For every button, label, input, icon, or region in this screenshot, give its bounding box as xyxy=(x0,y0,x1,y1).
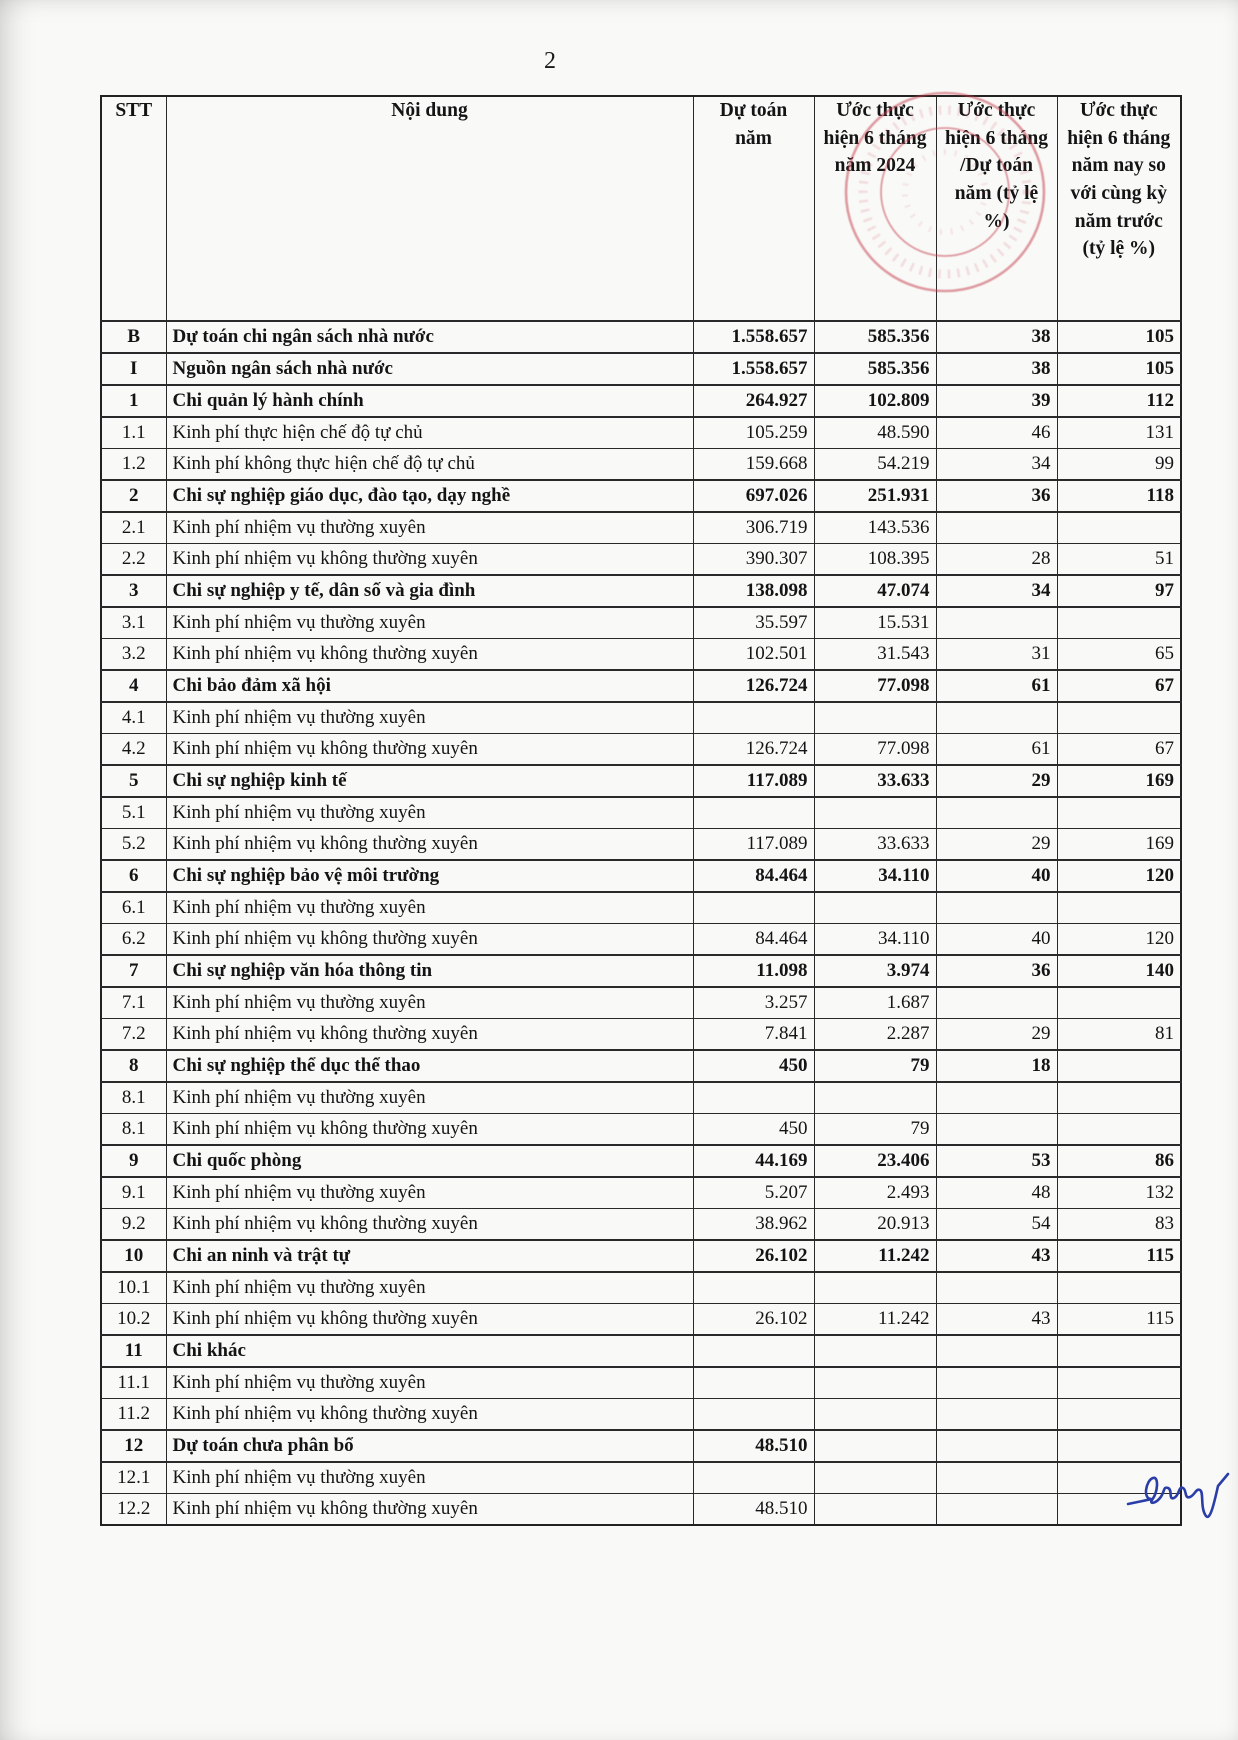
cell-value xyxy=(936,1082,1057,1114)
table-row xyxy=(101,1272,1181,1304)
table-row xyxy=(101,1082,1181,1114)
row-label: Kinh phí nhiệm vụ không thường xuyên xyxy=(166,924,693,956)
cell-value: 61 xyxy=(936,670,1057,702)
row-stt: 8.1 xyxy=(101,1082,166,1114)
cell-value: 86 xyxy=(1057,1145,1181,1177)
cell-value xyxy=(936,512,1057,544)
column-header: Ước thực hiện 6 tháng năm 2024 xyxy=(814,96,936,321)
table-row xyxy=(101,575,1181,607)
cell-value: 11.242 xyxy=(814,1304,936,1336)
cell-value: 102.501 xyxy=(693,639,814,671)
cell-value: 23.406 xyxy=(814,1145,936,1177)
cell-value: 169 xyxy=(1057,829,1181,861)
row-label: Kinh phí nhiệm vụ không thường xuyên xyxy=(166,1399,693,1431)
table-row xyxy=(101,353,1181,385)
table-row xyxy=(101,321,1181,353)
row-stt: 8 xyxy=(101,1050,166,1082)
row-stt: 11 xyxy=(101,1335,166,1367)
row-label: Kinh phí nhiệm vụ không thường xuyên xyxy=(166,1304,693,1336)
cell-value: 34.110 xyxy=(814,924,936,956)
row-stt: 11.2 xyxy=(101,1399,166,1431)
header-row xyxy=(101,96,1181,321)
row-label: Kinh phí nhiệm vụ không thường xuyên xyxy=(166,1494,693,1526)
row-label: Chi sự nghiệp thể dục thể thao xyxy=(166,1050,693,1082)
cell-value: 28 xyxy=(936,544,1057,576)
row-stt: 7.1 xyxy=(101,987,166,1019)
row-label: Kinh phí nhiệm vụ không thường xuyên xyxy=(166,1019,693,1051)
column-header: Ước thực hiện 6 tháng năm nay so với cùng kỳ năm trước (tỷ lệ %) xyxy=(1057,96,1181,321)
row-label: Kinh phí nhiệm vụ không thường xuyên xyxy=(166,544,693,576)
cell-value xyxy=(1057,1082,1181,1114)
cell-value xyxy=(814,1335,936,1367)
cell-value xyxy=(814,1082,936,1114)
cell-value xyxy=(936,1494,1057,1526)
row-stt: 5 xyxy=(101,765,166,797)
row-stt: 7.2 xyxy=(101,1019,166,1051)
cell-value xyxy=(814,892,936,924)
cell-value xyxy=(936,702,1057,734)
cell-value xyxy=(814,1430,936,1462)
table-row xyxy=(101,1050,1181,1082)
row-label: Kinh phí không thực hiện chế độ tự chủ xyxy=(166,449,693,481)
cell-value: 390.307 xyxy=(693,544,814,576)
cell-value: 40 xyxy=(936,924,1057,956)
row-stt: 9.2 xyxy=(101,1209,166,1241)
cell-value xyxy=(936,1399,1057,1431)
table-row xyxy=(101,1209,1181,1241)
cell-value xyxy=(814,1399,936,1431)
cell-value xyxy=(1057,1272,1181,1304)
row-label: Kinh phí nhiệm vụ không thường xuyên xyxy=(166,829,693,861)
row-label: Kinh phí nhiệm vụ thường xuyên xyxy=(166,607,693,639)
cell-value xyxy=(814,1462,936,1494)
cell-value: 47.074 xyxy=(814,575,936,607)
cell-value xyxy=(1057,1399,1181,1431)
cell-value xyxy=(814,1272,936,1304)
cell-value: 54.219 xyxy=(814,449,936,481)
cell-value: 3.257 xyxy=(693,987,814,1019)
table-row xyxy=(101,955,1181,987)
row-stt: 5.1 xyxy=(101,797,166,829)
row-stt: 12.1 xyxy=(101,1462,166,1494)
row-label: Dự toán chi ngân sách nhà nước xyxy=(166,321,693,353)
cell-value: 585.356 xyxy=(814,321,936,353)
table-row xyxy=(101,1177,1181,1209)
row-stt: 6.2 xyxy=(101,924,166,956)
row-stt: 12 xyxy=(101,1430,166,1462)
row-stt: 5.2 xyxy=(101,829,166,861)
table-row xyxy=(101,449,1181,481)
cell-value: 131 xyxy=(1057,417,1181,449)
cell-value xyxy=(936,1272,1057,1304)
cell-value: 51 xyxy=(1057,544,1181,576)
table-row xyxy=(101,1114,1181,1146)
cell-value: 117.089 xyxy=(693,765,814,797)
row-stt: 2.2 xyxy=(101,544,166,576)
page-number: 2 xyxy=(544,48,556,74)
cell-value: 38.962 xyxy=(693,1209,814,1241)
row-label: Chi sự nghiệp bảo vệ môi trường xyxy=(166,860,693,892)
row-label: Chi bảo đảm xã hội xyxy=(166,670,693,702)
cell-value: 48.590 xyxy=(814,417,936,449)
cell-value: 29 xyxy=(936,765,1057,797)
row-label: Nguồn ngân sách nhà nước xyxy=(166,353,693,385)
cell-value: 115 xyxy=(1057,1304,1181,1336)
cell-value xyxy=(1057,987,1181,1019)
row-stt: 3.2 xyxy=(101,639,166,671)
cell-value: 81 xyxy=(1057,1019,1181,1051)
cell-value: 48.510 xyxy=(693,1430,814,1462)
signature-mark xyxy=(1122,1464,1234,1526)
cell-value: 67 xyxy=(1057,734,1181,766)
cell-value: 43 xyxy=(936,1240,1057,1272)
row-label: Kinh phí thực hiện chế độ tự chủ xyxy=(166,417,693,449)
cell-value: 118 xyxy=(1057,480,1181,512)
cell-value: 97 xyxy=(1057,575,1181,607)
row-stt: 7 xyxy=(101,955,166,987)
cell-value: 33.633 xyxy=(814,829,936,861)
row-stt: 6.1 xyxy=(101,892,166,924)
cell-value xyxy=(693,1082,814,1114)
cell-value xyxy=(693,1335,814,1367)
cell-value: 159.668 xyxy=(693,449,814,481)
cell-value: 450 xyxy=(693,1114,814,1146)
cell-value: 697.026 xyxy=(693,480,814,512)
row-stt: 1.1 xyxy=(101,417,166,449)
row-label: Dự toán chưa phân bổ xyxy=(166,1430,693,1462)
cell-value xyxy=(1057,1114,1181,1146)
cell-value xyxy=(936,797,1057,829)
cell-value xyxy=(1057,702,1181,734)
cell-value: 34 xyxy=(936,449,1057,481)
cell-value xyxy=(693,1399,814,1431)
table-row xyxy=(101,702,1181,734)
cell-value: 48.510 xyxy=(693,1494,814,1526)
cell-value xyxy=(1057,512,1181,544)
cell-value: 264.927 xyxy=(693,385,814,417)
row-stt: I xyxy=(101,353,166,385)
table-row xyxy=(101,1019,1181,1051)
cell-value: 43 xyxy=(936,1304,1057,1336)
cell-value: 1.558.657 xyxy=(693,353,814,385)
row-label: Kinh phí nhiệm vụ thường xuyên xyxy=(166,1082,693,1114)
cell-value: 31.543 xyxy=(814,639,936,671)
row-stt: 10 xyxy=(101,1240,166,1272)
cell-value: 1.687 xyxy=(814,987,936,1019)
cell-value xyxy=(936,1367,1057,1399)
cell-value: 138.098 xyxy=(693,575,814,607)
cell-value: 77.098 xyxy=(814,734,936,766)
cell-value: 26.102 xyxy=(693,1240,814,1272)
cell-value: 251.931 xyxy=(814,480,936,512)
cell-value: 79 xyxy=(814,1050,936,1082)
cell-value: 1.558.657 xyxy=(693,321,814,353)
cell-value: 112 xyxy=(1057,385,1181,417)
cell-value: 38 xyxy=(936,353,1057,385)
cell-value xyxy=(936,1114,1057,1146)
row-stt: B xyxy=(101,321,166,353)
cell-value: 2.287 xyxy=(814,1019,936,1051)
cell-value: 20.913 xyxy=(814,1209,936,1241)
row-label: Kinh phí nhiệm vụ thường xuyên xyxy=(166,797,693,829)
table-row xyxy=(101,480,1181,512)
table-row xyxy=(101,1367,1181,1399)
cell-value: 105 xyxy=(1057,321,1181,353)
table-row xyxy=(101,1145,1181,1177)
row-stt: 6 xyxy=(101,860,166,892)
cell-value xyxy=(693,797,814,829)
cell-value: 3.974 xyxy=(814,955,936,987)
cell-value xyxy=(693,1462,814,1494)
row-stt: 11.1 xyxy=(101,1367,166,1399)
cell-value: 7.841 xyxy=(693,1019,814,1051)
cell-value: 105.259 xyxy=(693,417,814,449)
cell-value: 54 xyxy=(936,1209,1057,1241)
cell-value: 120 xyxy=(1057,860,1181,892)
cell-value xyxy=(693,702,814,734)
cell-value: 140 xyxy=(1057,955,1181,987)
column-header: STT xyxy=(101,96,166,321)
column-header: Nội dung xyxy=(166,96,693,321)
cell-value: 36 xyxy=(936,955,1057,987)
cell-value: 33.633 xyxy=(814,765,936,797)
cell-value: 84.464 xyxy=(693,924,814,956)
cell-value: 67 xyxy=(1057,670,1181,702)
cell-value: 108.395 xyxy=(814,544,936,576)
cell-value xyxy=(1057,607,1181,639)
cell-value: 79 xyxy=(814,1114,936,1146)
row-label: Chi quốc phòng xyxy=(166,1145,693,1177)
cell-value: 11.098 xyxy=(693,955,814,987)
cell-value: 77.098 xyxy=(814,670,936,702)
cell-value xyxy=(936,607,1057,639)
table-row xyxy=(101,1494,1181,1526)
cell-value: 2.493 xyxy=(814,1177,936,1209)
table-row xyxy=(101,639,1181,671)
row-label: Kinh phí nhiệm vụ không thường xuyên xyxy=(166,734,693,766)
cell-value xyxy=(936,987,1057,1019)
table-row xyxy=(101,670,1181,702)
cell-value: 11.242 xyxy=(814,1240,936,1272)
cell-value: 29 xyxy=(936,829,1057,861)
row-label: Kinh phí nhiệm vụ không thường xuyên xyxy=(166,639,693,671)
cell-value: 306.719 xyxy=(693,512,814,544)
cell-value xyxy=(693,892,814,924)
cell-value: 169 xyxy=(1057,765,1181,797)
table-row xyxy=(101,1304,1181,1336)
table-row xyxy=(101,385,1181,417)
row-label: Kinh phí nhiệm vụ thường xuyên xyxy=(166,1177,693,1209)
cell-value xyxy=(936,1430,1057,1462)
cell-value: 84.464 xyxy=(693,860,814,892)
table-row xyxy=(101,734,1181,766)
row-stt: 4.1 xyxy=(101,702,166,734)
row-label: Kinh phí nhiệm vụ thường xuyên xyxy=(166,1367,693,1399)
cell-value xyxy=(693,1367,814,1399)
cell-value xyxy=(1057,1367,1181,1399)
table-row xyxy=(101,607,1181,639)
row-stt: 8.1 xyxy=(101,1114,166,1146)
row-label: Chi sự nghiệp y tế, dân số và gia đình xyxy=(166,575,693,607)
cell-value: 34.110 xyxy=(814,860,936,892)
cell-value: 48 xyxy=(936,1177,1057,1209)
cell-value xyxy=(936,1335,1057,1367)
table-row xyxy=(101,1399,1181,1431)
cell-value: 44.169 xyxy=(693,1145,814,1177)
table-row xyxy=(101,1240,1181,1272)
row-stt: 1 xyxy=(101,385,166,417)
cell-value: 126.724 xyxy=(693,670,814,702)
row-stt: 4.2 xyxy=(101,734,166,766)
cell-value: 102.809 xyxy=(814,385,936,417)
table-row xyxy=(101,860,1181,892)
cell-value: 38 xyxy=(936,321,1057,353)
row-label: Kinh phí nhiệm vụ thường xuyên xyxy=(166,512,693,544)
row-stt: 3.1 xyxy=(101,607,166,639)
cell-value: 105 xyxy=(1057,353,1181,385)
cell-value: 39 xyxy=(936,385,1057,417)
row-label: Kinh phí nhiệm vụ không thường xuyên xyxy=(166,1114,693,1146)
cell-value xyxy=(1057,797,1181,829)
cell-value: 450 xyxy=(693,1050,814,1082)
cell-value: 132 xyxy=(1057,1177,1181,1209)
cell-value: 585.356 xyxy=(814,353,936,385)
row-stt: 3 xyxy=(101,575,166,607)
cell-value: 65 xyxy=(1057,639,1181,671)
cell-value: 29 xyxy=(936,1019,1057,1051)
cell-value xyxy=(693,1272,814,1304)
row-label: Chi sự nghiệp văn hóa thông tin xyxy=(166,955,693,987)
row-stt: 12.2 xyxy=(101,1494,166,1526)
row-stt: 4 xyxy=(101,670,166,702)
row-label: Kinh phí nhiệm vụ thường xuyên xyxy=(166,892,693,924)
column-header: Ước thực hiện 6 tháng /Dự toán năm (tỷ lệ %) xyxy=(936,96,1057,321)
table-body xyxy=(101,321,1181,1525)
cell-value: 120 xyxy=(1057,924,1181,956)
table-row xyxy=(101,1335,1181,1367)
cell-value: 53 xyxy=(936,1145,1057,1177)
cell-value xyxy=(814,1494,936,1526)
cell-value xyxy=(814,1367,936,1399)
row-label: Kinh phí nhiệm vụ thường xuyên xyxy=(166,1272,693,1304)
cell-value: 46 xyxy=(936,417,1057,449)
table-row xyxy=(101,544,1181,576)
column-header: Dự toán năm xyxy=(693,96,814,321)
cell-value: 5.207 xyxy=(693,1177,814,1209)
cell-value xyxy=(1057,1430,1181,1462)
cell-value xyxy=(1057,892,1181,924)
row-label: Chi khác xyxy=(166,1335,693,1367)
cell-value: 83 xyxy=(1057,1209,1181,1241)
row-label: Chi quản lý hành chính xyxy=(166,385,693,417)
cell-value xyxy=(936,1462,1057,1494)
table-row xyxy=(101,417,1181,449)
cell-value xyxy=(936,892,1057,924)
cell-value: 40 xyxy=(936,860,1057,892)
cell-value: 115 xyxy=(1057,1240,1181,1272)
budget-table xyxy=(100,95,1182,1526)
row-label: Chi sự nghiệp kinh tế xyxy=(166,765,693,797)
table-row xyxy=(101,765,1181,797)
cell-value: 36 xyxy=(936,480,1057,512)
cell-value: 18 xyxy=(936,1050,1057,1082)
table-row xyxy=(101,987,1181,1019)
row-stt: 1.2 xyxy=(101,449,166,481)
cell-value: 99 xyxy=(1057,449,1181,481)
cell-value: 35.597 xyxy=(693,607,814,639)
row-stt: 9 xyxy=(101,1145,166,1177)
table-row xyxy=(101,797,1181,829)
row-stt: 10.2 xyxy=(101,1304,166,1336)
cell-value xyxy=(1057,1050,1181,1082)
row-stt: 9.1 xyxy=(101,1177,166,1209)
row-label: Kinh phí nhiệm vụ thường xuyên xyxy=(166,1462,693,1494)
cell-value xyxy=(1057,1335,1181,1367)
cell-value: 31 xyxy=(936,639,1057,671)
cell-value: 126.724 xyxy=(693,734,814,766)
row-label: Kinh phí nhiệm vụ thường xuyên xyxy=(166,987,693,1019)
table-row xyxy=(101,1462,1181,1494)
row-label: Kinh phí nhiệm vụ không thường xuyên xyxy=(166,1209,693,1241)
cell-value: 117.089 xyxy=(693,829,814,861)
cell-value: 15.531 xyxy=(814,607,936,639)
cell-value: 34 xyxy=(936,575,1057,607)
table-row xyxy=(101,892,1181,924)
table-row xyxy=(101,924,1181,956)
row-label: Chi an ninh và trật tự xyxy=(166,1240,693,1272)
cell-value: 26.102 xyxy=(693,1304,814,1336)
cell-value xyxy=(814,702,936,734)
row-stt: 2 xyxy=(101,480,166,512)
row-stt: 10.1 xyxy=(101,1272,166,1304)
table-row xyxy=(101,829,1181,861)
cell-value: 143.536 xyxy=(814,512,936,544)
cell-value xyxy=(814,797,936,829)
cell-value: 61 xyxy=(936,734,1057,766)
row-stt: 2.1 xyxy=(101,512,166,544)
table-row xyxy=(101,512,1181,544)
table-row xyxy=(101,1430,1181,1462)
row-label: Chi sự nghiệp giáo dục, đào tạo, dạy nghề xyxy=(166,480,693,512)
row-label: Kinh phí nhiệm vụ thường xuyên xyxy=(166,702,693,734)
table-header xyxy=(101,96,1181,321)
